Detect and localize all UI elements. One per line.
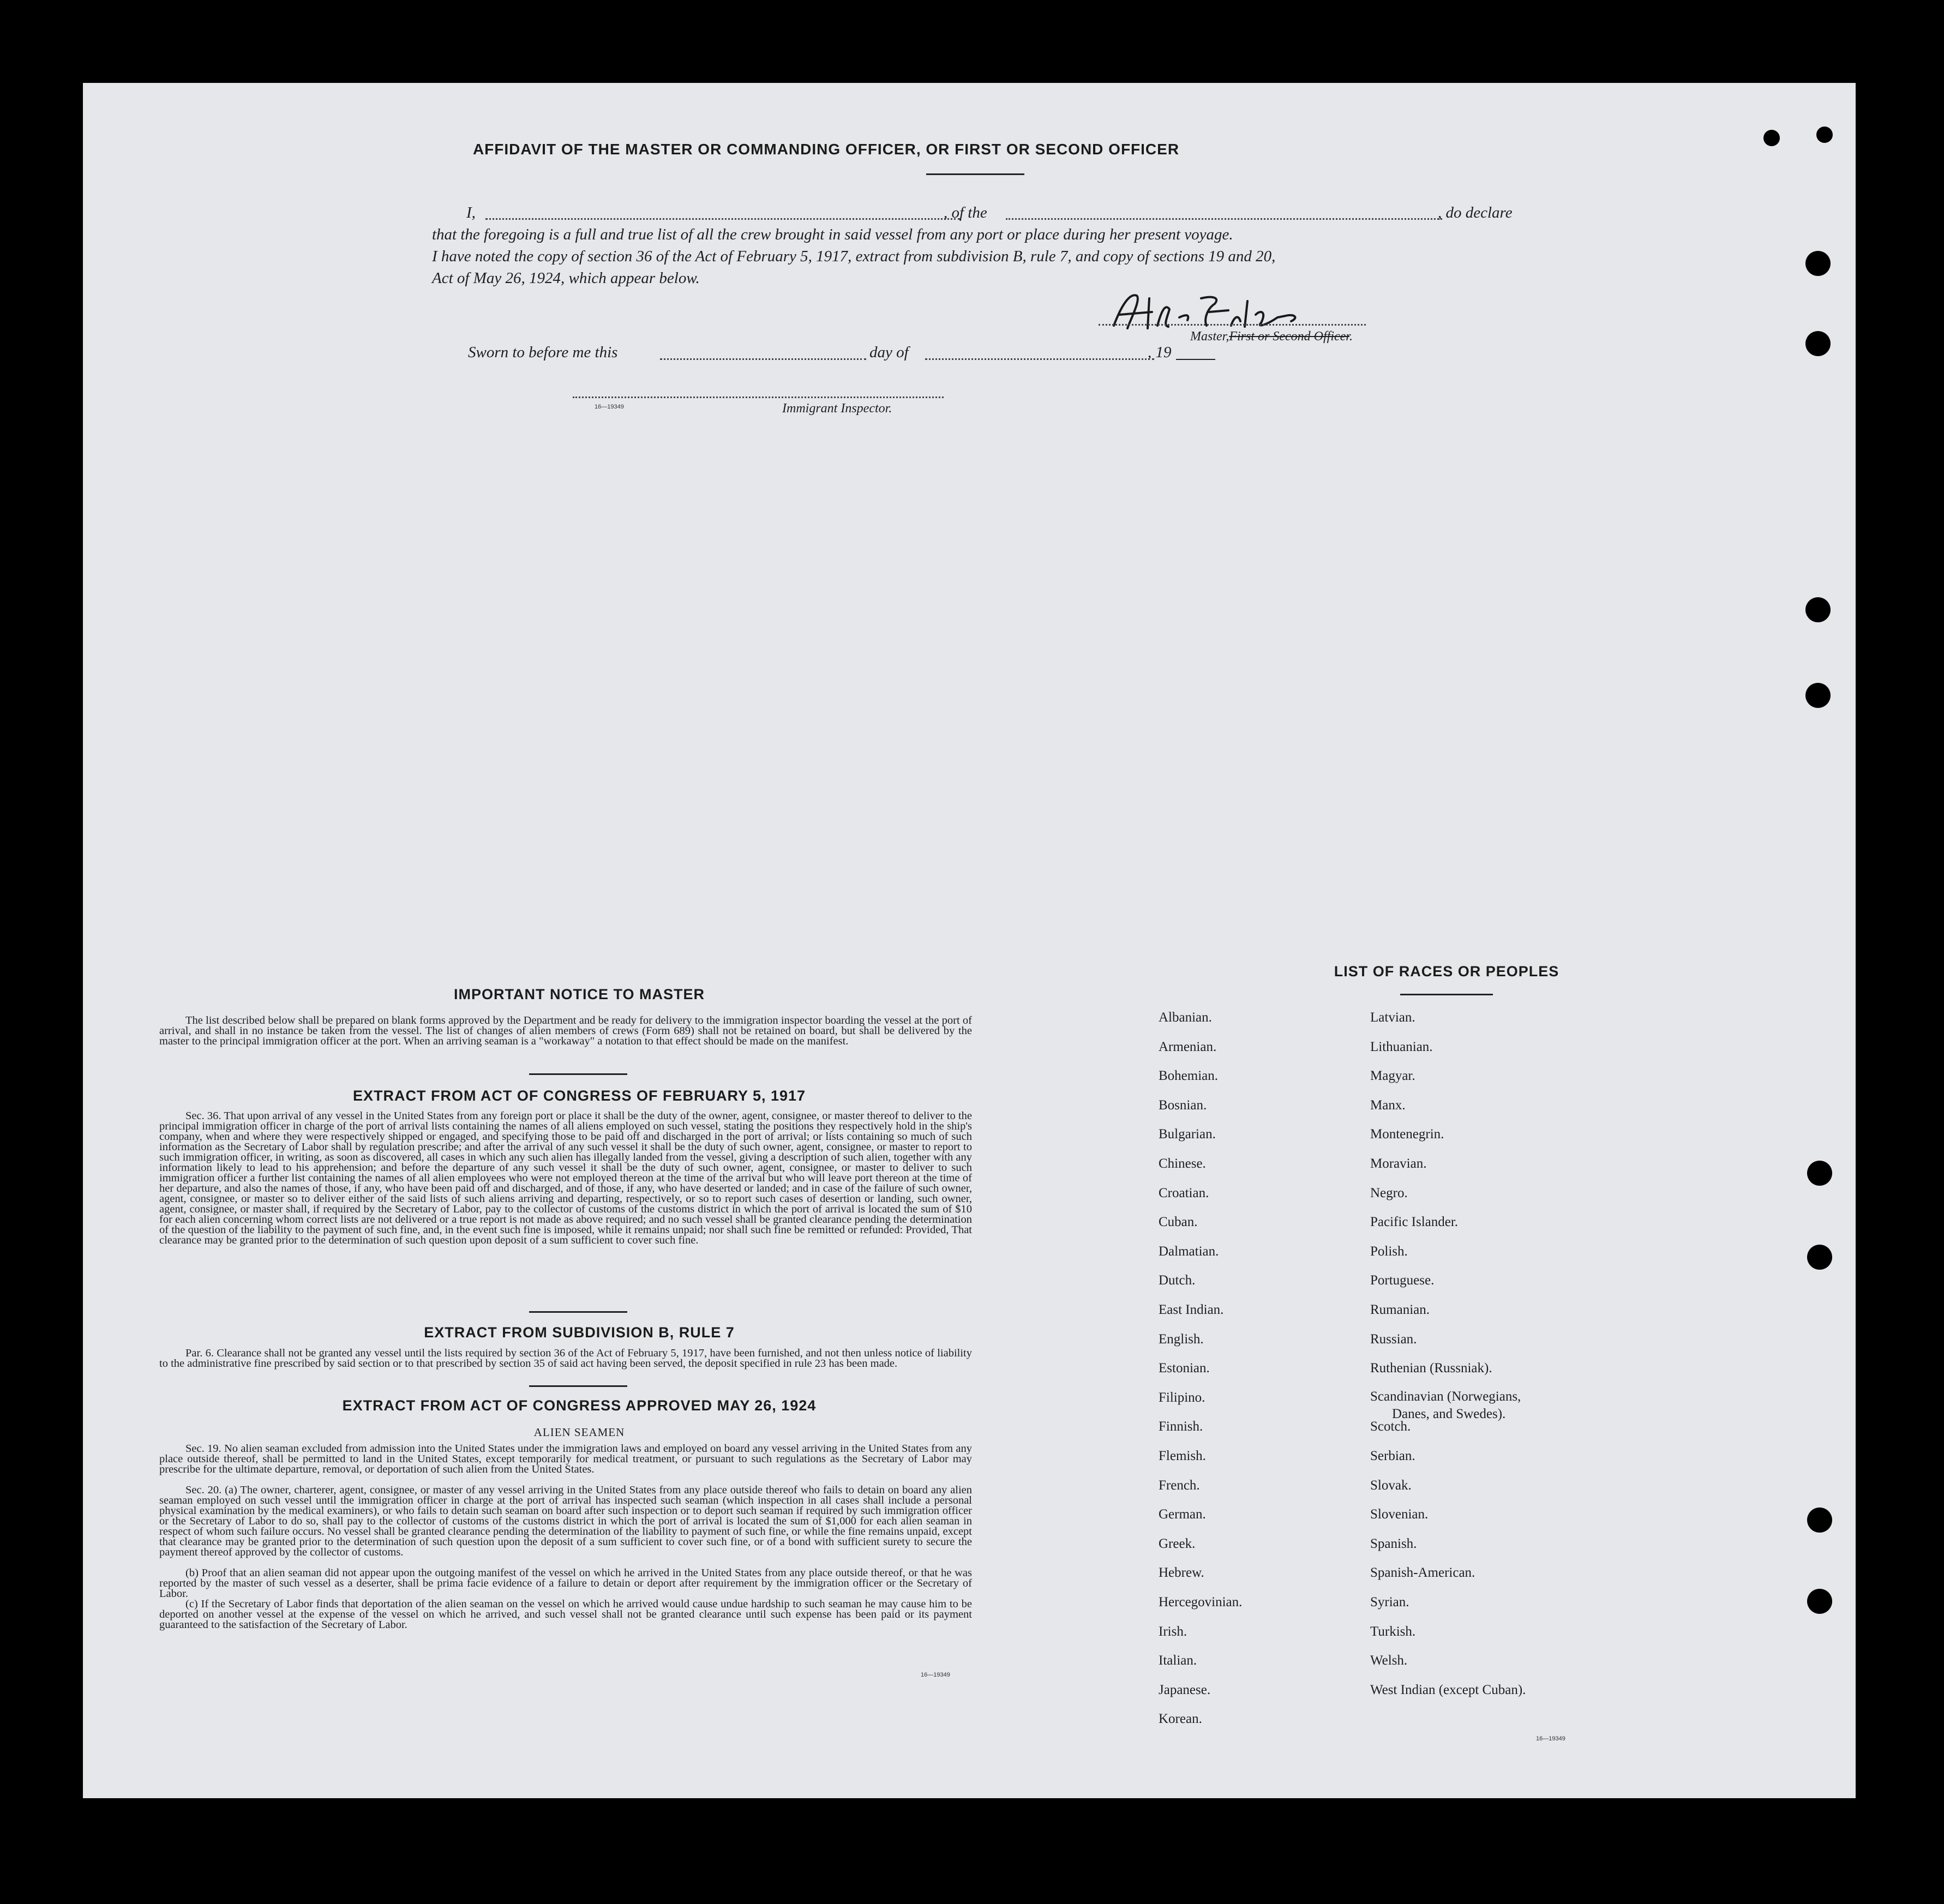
affidavit-i: I, xyxy=(466,204,476,221)
race-item: Rumanian. xyxy=(1370,1302,1430,1317)
race-item: Greek. xyxy=(1159,1536,1196,1551)
race-item: Estonian. xyxy=(1159,1361,1210,1376)
divider xyxy=(529,1073,627,1075)
form-number: 16—19349 xyxy=(595,404,624,410)
race-item: Turkish. xyxy=(1370,1624,1416,1639)
race-item: Scandinavian (Norwegians, xyxy=(1370,1389,1521,1404)
sec20c-text: (c) If the Secretary of Labor finds that deportation of the alien seaman on the vessel on which he arrived would cause undue hardship to such seaman he may cause him to be deported on another vessel at the expense of the vessel on which he arrived, and such vessel shall not be granted clearance until such expense has been paid or its payment guaranteed to the satisfaction of the Secretary of Labor. xyxy=(159,1598,972,1631)
race-item: Manx. xyxy=(1370,1097,1406,1113)
punch-hole xyxy=(1807,1245,1832,1270)
race-item: Chinese. xyxy=(1159,1156,1206,1171)
race-item: Filipino. xyxy=(1159,1390,1205,1405)
master-word: Master, xyxy=(1190,329,1229,344)
race-item: Pacific Islander. xyxy=(1370,1215,1459,1230)
name-blank xyxy=(485,218,960,220)
race-item: Spanish. xyxy=(1370,1536,1417,1551)
race-item: Latvian. xyxy=(1370,1010,1415,1025)
divider xyxy=(529,1311,627,1313)
race-item: Croatian. xyxy=(1159,1185,1209,1200)
inspector-label: Immigrant Inspector. xyxy=(782,401,892,416)
punch-hole xyxy=(1805,683,1831,708)
year-label: , 19 xyxy=(1148,344,1172,361)
race-item: Ruthenian (Russniak). xyxy=(1370,1361,1492,1376)
sec20a-text: Sec. 20. (a) The owner, charterer, agent, consignee, or master of any vessel arriving in the United States from any place outside thereof who fails to detain on board any alien seaman employed on such vessel until the immigration officer in charge at the port of arrival has inspected such seaman (which inspection in all cases shall include a personal physical examination by the medical examiners), or who fails to detain such seaman on board after such inspection or to deport such seaman if required by such immigration officer or the Secretary of Labor to do so, shall pay to the collector of customs of the customs district in which the port of arrival is located the sum of $1,000 for each alien seaman in respect of whom such failure occurs. No vessel shall be granted clearance pending the determination of the liability to payment of such fine, or while the fine remains unpaid, except that clearance may be granted prior to the determination of such question upon the deposit of a sum sufficient to cover such fine, or of a bond with sufficient surety to secure the payment thereof approved by the collector of customs. xyxy=(159,1484,972,1558)
affidavit-title: AFFIDAVIT OF THE MASTER OR COMMANDING OFFICER, OR FIRST OR SECOND OFFICER xyxy=(472,141,1180,158)
race-item: Syrian. xyxy=(1370,1595,1409,1609)
extract-1917-text: Sec. 36. That upon arrival of any vessel in the United States from any foreign port or place it shall be the duty of the owner, agent, consignee, or master thereof to deliver to the principal immigration officer in charge of the port of arrival lists containing the names of all aliens employed on such vessel, stating the positions they respectively hold in the ship's company, when and where they were respectively shipped or engaged, and specifying those to be paid off and discharged in the port of arrival; or lists containing so much of such information as the Secretary of Labor shall by regulation prescribe; and after the arrival of any such vessel it shall be the duty of such owner, agent, consignee, or master to report to such immigration officer, in writing, as soon as discovered, all cases in which any such alien has illegally landed from the vessel, giving a description of such alien, together with any information likely to lead to his apprehension; and before the departure of any such vessel it shall be the duty of such owner, agent, consignee, or master to deliver to such immigration officer a further list containing the names of all alien employees who were not employed thereon at the time of the arrival but who will leave port thereon at the time of her departure, and also the names of those, if any, who have been paid off and discharged, and of those, if any, who have deserted or landed; and in case of the failure of such owner, agent, consignee, or master so to deliver either of the said lists of such aliens arriving and departing, respectively, or so to report such cases of desertion or landing, such owner, agent, consignee, or master shall, if required by the Secretary of Labor, pay to the collector of customs of the customs district in which the port of arrival is located the sum of $10 for each alien concerning whom correct lists are not delivered or a true report is not made as above required; and no such vessel shall be granted clearance pending the determination of the question of the liability to the payment of such fine, and, in the event such fine is imposed, while it remains unpaid; nor shall such fine be remitted or refunded: Provided, That clearance may be granted prior to the determination of such question upon deposit of a sum sufficient to cover such fine. xyxy=(159,1110,972,1246)
sec20b-text: (b) Proof that an alien seaman did not appear upon the outgoing manifest of the vessel on which he arrived in the United States from any place outside thereof, or that he was reported by the master of such vessel as a deserter, shall be prima facie evidence of a failure to detain or deport after requirement by the immigration officer or the Secretary of Labor. xyxy=(159,1567,972,1600)
sec19-text: Sec. 19. No alien seaman excluded from admission into the United States under the immigration laws and employed on board any vessel arriving in the United States from any place outside thereof, shall be permitted to land in the United States, except temporarily for medical treatment, or pursuant to such regulations as the Secretary of Labor may prescribe for the ultimate departure, removal, or deportation of such alien from the United States. xyxy=(159,1443,972,1475)
races-title: LIST OF RACES OR PEOPLES xyxy=(1334,963,1559,980)
signature-line xyxy=(1099,324,1366,326)
notice-text: The list described below shall be prepared on blank forms approved by the Department and be ready for delivery to the immigration inspector boarding the vessel at the port of arrival, and shall in no instance be taken from the vessel. The list of changes of alien members of crews (Form 689) shall not be retained on board, but shall be delivered by the master to the principal immigration officer at the port. When an arriving seaman is a "workaway" a notation to that effect should be made on the manifest. xyxy=(159,1014,972,1047)
affidavit-line4: Act of May 26, 1924, which appear below. xyxy=(432,269,700,287)
race-item: Irish. xyxy=(1159,1624,1187,1639)
struck-officer-label: First or Second Officer xyxy=(1229,329,1349,344)
race-item: Russian. xyxy=(1370,1331,1417,1347)
race-item: Japanese. xyxy=(1159,1682,1211,1697)
punch-hole xyxy=(1805,251,1831,276)
race-item: Dutch. xyxy=(1159,1273,1196,1288)
race-item: Danes, and Swedes). xyxy=(1392,1406,1506,1421)
race-item: Scotch. xyxy=(1370,1419,1411,1434)
race-item: Slovak. xyxy=(1370,1477,1412,1493)
race-item: Montenegrin. xyxy=(1370,1127,1444,1142)
race-item: Bulgarian. xyxy=(1159,1127,1216,1142)
punch-hole xyxy=(1805,597,1831,622)
extract-1917-title: EXTRACT FROM ACT OF CONGRESS OF FEBRUARY 5, 1917 xyxy=(352,1088,806,1104)
race-item: Polish. xyxy=(1370,1244,1408,1259)
race-item: Cuban. xyxy=(1159,1215,1198,1230)
race-item: Spanish-American. xyxy=(1370,1565,1475,1581)
race-item: French. xyxy=(1159,1477,1200,1493)
extract-1924-title: EXTRACT FROM ACT OF CONGRESS APPROVED MAY 26, 1924 xyxy=(342,1397,817,1414)
extract-rule7-text: Par. 6. Clearance shall not be granted any vessel until the lists required by section 36 of the Act of February 5, 1917, have been furnished, and not then unless notice of liability to the administrative fine prescribed by said section or to that prescribed by section 35 of said act having been served, the deposit specified in rule 23 has been made. xyxy=(159,1347,972,1370)
race-item: Bosnian. xyxy=(1159,1097,1207,1113)
race-item: Welsh. xyxy=(1370,1653,1408,1668)
affidavit-of-the: , of the xyxy=(944,204,987,221)
master-label xyxy=(1190,329,1353,344)
notice-title: IMPORTANT NOTICE TO MASTER xyxy=(454,986,705,1002)
punch-hole xyxy=(1807,1507,1832,1533)
punch-hole xyxy=(1805,331,1831,356)
race-item: Flemish. xyxy=(1159,1449,1206,1463)
race-item: Magyar. xyxy=(1370,1068,1415,1084)
sworn-label: Sworn to before me this xyxy=(468,344,618,361)
race-item: Negro. xyxy=(1370,1185,1408,1200)
sworn-day-blank xyxy=(660,358,866,360)
punch-hole xyxy=(1816,127,1833,143)
alien-seamen-subtitle: ALIEN SEAMEN xyxy=(533,1426,625,1439)
vessel-blank xyxy=(1006,218,1442,220)
race-item: Albanian. xyxy=(1159,1010,1212,1025)
race-item: Dalmatian. xyxy=(1159,1244,1219,1259)
year-blank xyxy=(1176,359,1215,360)
divider xyxy=(1400,994,1493,995)
race-item: West Indian (except Cuban). xyxy=(1370,1682,1526,1697)
race-item: Slovenian. xyxy=(1370,1507,1429,1522)
race-item: Korean. xyxy=(1159,1711,1202,1727)
divider xyxy=(529,1385,627,1387)
race-item: English. xyxy=(1159,1331,1204,1347)
day-of-label: day of xyxy=(869,344,909,361)
punch-hole xyxy=(1807,1161,1832,1186)
race-item: Hebrew. xyxy=(1159,1565,1204,1581)
race-item: Bohemian. xyxy=(1159,1068,1219,1084)
race-item: East Indian. xyxy=(1159,1302,1224,1317)
race-item: Portuguese. xyxy=(1370,1273,1435,1288)
sworn-month-blank xyxy=(925,358,1154,360)
master-suffix: . xyxy=(1349,329,1353,344)
race-item: Hercegovinian. xyxy=(1159,1595,1243,1609)
race-item: Armenian. xyxy=(1159,1039,1217,1054)
punch-hole xyxy=(1763,130,1780,146)
race-item: Serbian. xyxy=(1370,1449,1415,1463)
race-item: Moravian. xyxy=(1370,1156,1427,1171)
race-item: Italian. xyxy=(1159,1653,1197,1668)
form-number: 16—19349 xyxy=(1536,1735,1565,1742)
document-page xyxy=(83,83,1856,1798)
affidavit-do-declare: , do declare xyxy=(1438,204,1513,221)
inspector-signature-line xyxy=(573,397,944,398)
affidavit-line2: that the foregoing is a full and true list of all the crew brought in said vessel from any port or place during her present voyage. xyxy=(432,226,1233,243)
affidavit-line3: I have noted the copy of section 36 of the Act of February 5, 1917, extract from subdivision B, rule 7, and copy of sections 19 and 20, xyxy=(432,248,1276,265)
punch-hole xyxy=(1807,1589,1832,1614)
race-item: German. xyxy=(1159,1507,1206,1522)
race-item: Finnish. xyxy=(1159,1419,1203,1434)
extract-rule7-title: EXTRACT FROM SUBDIVISION B, RULE 7 xyxy=(424,1324,735,1341)
race-item: Lithuanian. xyxy=(1370,1039,1433,1054)
form-number: 16—19349 xyxy=(921,1672,950,1678)
divider xyxy=(926,173,1024,175)
